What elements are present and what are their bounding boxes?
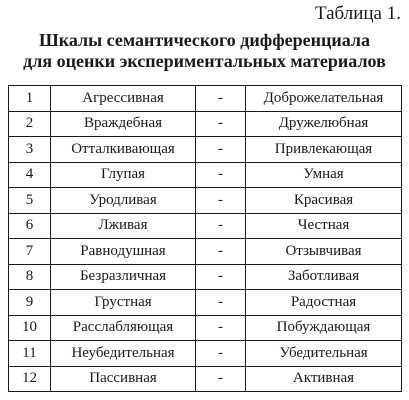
negative-pole-cell: Неубедительная [51, 341, 196, 367]
table-row [9, 86, 402, 112]
negative-pole-cell: Глупая [51, 162, 196, 188]
separator-cell: - [196, 290, 246, 316]
row-number-cell: 4 [9, 162, 51, 188]
separator-cell: - [196, 162, 246, 188]
table-title [0, 30, 409, 72]
table-row [9, 213, 402, 239]
negative-pole-cell: Враждебная [51, 111, 196, 137]
row-number-cell: 11 [9, 341, 51, 367]
row-number-cell: 10 [9, 315, 51, 341]
table-body [9, 86, 402, 392]
positive-pole-cell: Заботливая [246, 264, 402, 290]
table-caption: Таблица 1. [314, 3, 401, 24]
negative-pole-cell: Отталкивающая [51, 137, 196, 163]
negative-pole-cell: Равнодушная [51, 239, 196, 265]
separator-cell: - [196, 86, 246, 112]
positive-pole-cell: Побуждающая [246, 315, 402, 341]
positive-pole-cell: Умная [246, 162, 402, 188]
positive-pole-cell: Привлекающая [246, 137, 402, 163]
table-row [9, 188, 402, 214]
negative-pole-cell: Агрессивная [51, 86, 196, 112]
negative-pole-cell: Лживая [51, 213, 196, 239]
table-row [9, 111, 402, 137]
positive-pole-cell: Доброжелательная [246, 86, 402, 112]
negative-pole-cell: Расслабляющая [51, 315, 196, 341]
table-title-line-1: Шкалы семантического дифференциала [38, 30, 371, 50]
separator-cell: - [196, 188, 246, 214]
separator-cell: - [196, 239, 246, 265]
row-number-cell: 9 [9, 290, 51, 316]
separator-cell: - [196, 213, 246, 239]
separator-cell: - [196, 315, 246, 341]
table-row [9, 341, 402, 367]
row-number-cell: 6 [9, 213, 51, 239]
positive-pole-cell: Активная [246, 366, 402, 392]
positive-pole-cell: Честная [246, 213, 402, 239]
positive-pole-cell: Радостная [246, 290, 402, 316]
positive-pole-cell: Убедительная [246, 341, 402, 367]
table-title-line-2: для оценки экспериментальных материалов [23, 51, 386, 71]
separator-cell: - [196, 341, 246, 367]
semantic-differential-table [8, 85, 402, 392]
positive-pole-cell: Красивая [246, 188, 402, 214]
negative-pole-cell: Пассивная [51, 366, 196, 392]
row-number-cell: 7 [9, 239, 51, 265]
table-row [9, 290, 402, 316]
negative-pole-cell: Уродливая [51, 188, 196, 214]
table-row [9, 315, 402, 341]
positive-pole-cell: Отзывчивая [246, 239, 402, 265]
table-row [9, 162, 402, 188]
separator-cell: - [196, 137, 246, 163]
separator-cell: - [196, 366, 246, 392]
row-number-cell: 3 [9, 137, 51, 163]
negative-pole-cell: Безразличная [51, 264, 196, 290]
row-number-cell: 8 [9, 264, 51, 290]
table-row [9, 264, 402, 290]
table-row [9, 137, 402, 163]
row-number-cell: 1 [9, 86, 51, 112]
row-number-cell: 2 [9, 111, 51, 137]
row-number-cell: 5 [9, 188, 51, 214]
separator-cell: - [196, 111, 246, 137]
positive-pole-cell: Дружелюбная [246, 111, 402, 137]
table-row [9, 239, 402, 265]
row-number-cell: 12 [9, 366, 51, 392]
negative-pole-cell: Грустная [51, 290, 196, 316]
table-row [9, 366, 402, 392]
separator-cell: - [196, 264, 246, 290]
